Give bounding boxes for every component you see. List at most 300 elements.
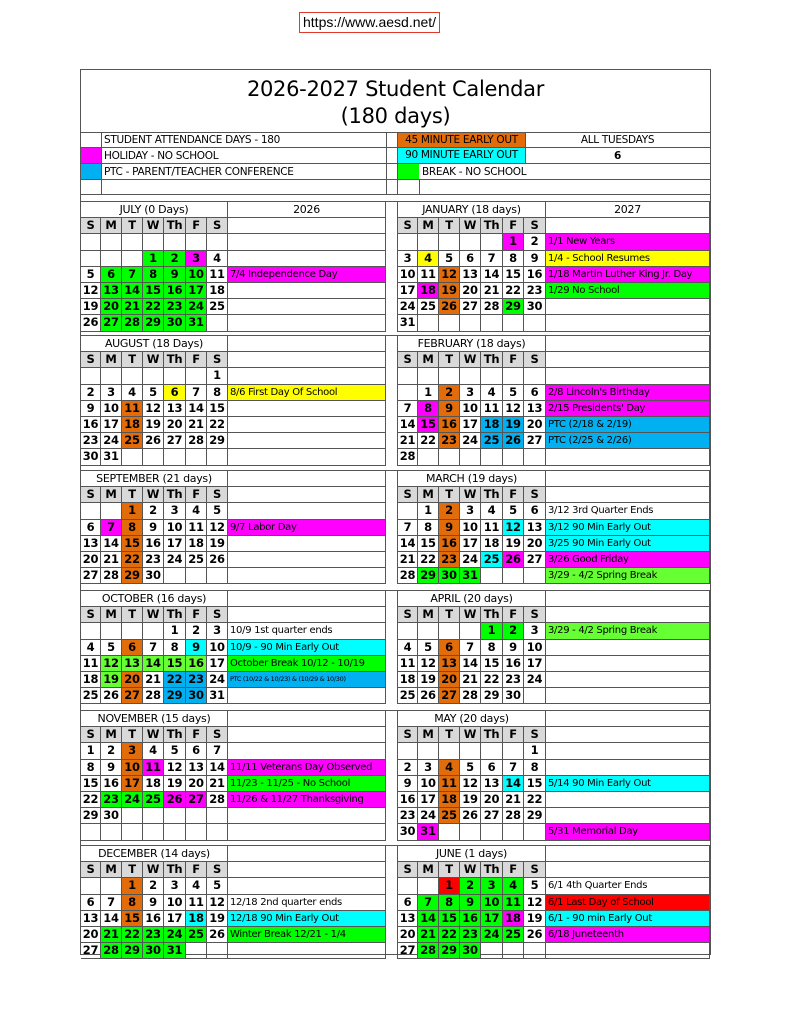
day-cell[interactable]: 19 <box>164 776 186 792</box>
day-cell[interactable]: 21 <box>503 792 524 808</box>
day-cell[interactable]: 8 <box>143 267 164 283</box>
day-cell[interactable]: 24 <box>524 672 546 688</box>
day-cell[interactable]: 29 <box>439 943 460 959</box>
day-cell[interactable]: 19 <box>503 417 524 433</box>
day-cell[interactable]: 25 <box>397 688 418 704</box>
day-cell[interactable]: 13 <box>481 776 503 792</box>
day-cell[interactable]: 16 <box>101 776 122 792</box>
day-cell[interactable]: 30 <box>81 449 101 465</box>
day-cell[interactable]: 23 <box>397 808 418 824</box>
day-cell[interactable]: 31 <box>101 449 122 465</box>
day-cell[interactable]: 11 <box>186 520 207 536</box>
day-cell[interactable]: 21 <box>207 776 228 792</box>
day-cell[interactable]: 20 <box>481 792 503 808</box>
day-cell[interactable]: 10 <box>418 776 439 792</box>
day-cell[interactable]: 25 <box>186 927 207 943</box>
day-cell[interactable]: 18 <box>186 536 207 552</box>
day-cell[interactable]: 17 <box>101 417 122 433</box>
day-cell[interactable]: 14 <box>143 656 164 672</box>
day-cell[interactable]: 14 <box>101 911 122 927</box>
day-cell[interactable]: 13 <box>81 911 101 927</box>
day-cell[interactable]: 14 <box>122 283 143 299</box>
day-cell[interactable]: 10 <box>122 760 143 776</box>
day-cell[interactable]: 30 <box>503 688 524 704</box>
day-cell[interactable]: 9 <box>164 267 186 283</box>
day-cell[interactable]: 17 <box>418 792 439 808</box>
day-cell[interactable]: 2 <box>439 385 460 401</box>
day-cell[interactable]: 13 <box>524 520 546 536</box>
day-cell[interactable]: 4 <box>397 640 418 656</box>
day-cell[interactable]: 18 <box>481 417 503 433</box>
day-cell[interactable]: 24 <box>164 552 186 568</box>
day-cell[interactable]: 1 <box>524 743 546 759</box>
day-cell[interactable]: 16 <box>143 911 164 927</box>
day-cell[interactable]: 7 <box>143 640 164 656</box>
day-cell[interactable]: 18 <box>81 672 101 688</box>
day-cell[interactable]: 21 <box>101 927 122 943</box>
day-cell[interactable]: 27 <box>524 433 546 449</box>
day-cell[interactable]: 6 <box>81 895 101 911</box>
day-cell[interactable]: 9 <box>101 760 122 776</box>
day-cell[interactable]: 4 <box>186 878 207 894</box>
day-cell[interactable]: 12 <box>207 895 228 911</box>
day-cell[interactable]: 13 <box>524 401 546 417</box>
day-cell[interactable]: 8 <box>81 760 101 776</box>
day-cell[interactable]: 4 <box>207 251 228 267</box>
day-cell[interactable]: 15 <box>143 283 164 299</box>
day-cell[interactable]: 2 <box>81 385 101 401</box>
day-cell[interactable]: 1 <box>418 503 439 519</box>
day-cell[interactable]: 4 <box>503 878 524 894</box>
day-cell[interactable]: 17 <box>460 536 481 552</box>
day-cell[interactable]: 4 <box>418 251 439 267</box>
day-cell[interactable]: 17 <box>164 911 186 927</box>
day-cell[interactable]: 28 <box>397 449 418 465</box>
day-cell[interactable]: 18 <box>207 283 228 299</box>
day-cell[interactable]: 25 <box>207 299 228 315</box>
day-cell[interactable]: 23 <box>143 552 164 568</box>
day-cell[interactable]: 19 <box>81 299 101 315</box>
day-cell[interactable]: 3 <box>460 385 481 401</box>
day-cell[interactable]: 19 <box>524 911 546 927</box>
day-cell[interactable]: 31 <box>164 943 186 959</box>
day-cell[interactable]: 16 <box>524 267 546 283</box>
day-cell[interactable]: 1 <box>143 251 164 267</box>
day-cell[interactable]: 12 <box>207 520 228 536</box>
day-cell[interactable]: 25 <box>481 552 503 568</box>
day-cell[interactable]: 19 <box>207 911 228 927</box>
day-cell[interactable]: 27 <box>81 568 101 584</box>
day-cell[interactable]: 3 <box>164 878 186 894</box>
day-cell[interactable]: 19 <box>439 283 460 299</box>
day-cell[interactable]: 2 <box>524 234 546 250</box>
day-cell[interactable]: 26 <box>81 315 101 331</box>
day-cell[interactable]: 28 <box>460 688 481 704</box>
day-cell[interactable]: 9 <box>143 520 164 536</box>
day-cell[interactable]: 26 <box>418 688 439 704</box>
day-cell[interactable]: 19 <box>503 536 524 552</box>
day-cell[interactable]: 24 <box>481 927 503 943</box>
day-cell[interactable]: 23 <box>439 433 460 449</box>
day-cell[interactable]: 13 <box>186 760 207 776</box>
day-cell[interactable]: 15 <box>418 417 439 433</box>
day-cell[interactable]: 28 <box>397 568 418 584</box>
day-cell[interactable]: 15 <box>81 776 101 792</box>
day-cell[interactable]: 1 <box>503 234 524 250</box>
day-cell[interactable]: 4 <box>122 385 143 401</box>
day-cell[interactable]: 21 <box>397 552 418 568</box>
day-cell[interactable]: 29 <box>122 943 143 959</box>
day-cell[interactable]: 2 <box>143 503 164 519</box>
day-cell[interactable]: 20 <box>122 672 143 688</box>
day-cell[interactable]: 9 <box>460 895 481 911</box>
day-cell[interactable]: 15 <box>122 911 143 927</box>
day-cell[interactable]: 11 <box>481 401 503 417</box>
day-cell[interactable]: 26 <box>460 808 481 824</box>
day-cell[interactable]: 13 <box>101 283 122 299</box>
day-cell[interactable]: 16 <box>439 417 460 433</box>
day-cell[interactable]: 6 <box>481 760 503 776</box>
day-cell[interactable]: 5 <box>460 760 481 776</box>
day-cell[interactable]: 27 <box>481 808 503 824</box>
day-cell[interactable]: 8 <box>481 640 503 656</box>
day-cell[interactable]: 12 <box>81 283 101 299</box>
day-cell[interactable]: 28 <box>503 808 524 824</box>
day-cell[interactable]: 6 <box>524 385 546 401</box>
day-cell[interactable]: 28 <box>143 688 164 704</box>
day-cell[interactable]: 11 <box>122 401 143 417</box>
day-cell[interactable]: 8 <box>418 401 439 417</box>
day-cell[interactable]: 11 <box>143 760 164 776</box>
day-cell[interactable]: 29 <box>481 688 503 704</box>
day-cell[interactable]: 12 <box>143 401 164 417</box>
day-cell[interactable]: 17 <box>186 283 207 299</box>
day-cell[interactable]: 1 <box>122 878 143 894</box>
day-cell[interactable]: 7 <box>101 895 122 911</box>
day-cell[interactable]: 11 <box>439 776 460 792</box>
day-cell[interactable]: 5 <box>439 251 460 267</box>
day-cell[interactable]: 9 <box>143 895 164 911</box>
day-cell[interactable]: 11 <box>503 895 524 911</box>
day-cell[interactable]: 8 <box>207 385 228 401</box>
day-cell[interactable]: 3 <box>460 503 481 519</box>
day-cell[interactable]: 26 <box>164 792 186 808</box>
day-cell[interactable]: 14 <box>397 417 418 433</box>
day-cell[interactable]: 18 <box>481 536 503 552</box>
day-cell[interactable]: 28 <box>207 792 228 808</box>
day-cell[interactable]: 15 <box>418 536 439 552</box>
day-cell[interactable]: 16 <box>460 911 481 927</box>
day-cell[interactable]: 12 <box>460 776 481 792</box>
day-cell[interactable]: 13 <box>439 656 460 672</box>
day-cell[interactable]: 27 <box>81 943 101 959</box>
day-cell[interactable]: 30 <box>397 824 418 840</box>
day-cell[interactable]: 15 <box>503 267 524 283</box>
day-cell[interactable]: 18 <box>397 672 418 688</box>
day-cell[interactable]: 14 <box>101 536 122 552</box>
day-cell[interactable]: 18 <box>439 792 460 808</box>
day-cell[interactable]: 19 <box>143 417 164 433</box>
day-cell[interactable]: 3 <box>524 623 546 639</box>
day-cell[interactable]: 8 <box>122 895 143 911</box>
day-cell[interactable]: 6 <box>122 640 143 656</box>
day-cell[interactable]: 7 <box>418 895 439 911</box>
day-cell[interactable]: 30 <box>186 688 207 704</box>
day-cell[interactable]: 18 <box>122 417 143 433</box>
day-cell[interactable]: 16 <box>186 656 207 672</box>
day-cell[interactable]: 20 <box>460 283 481 299</box>
day-cell[interactable]: 5 <box>503 503 524 519</box>
day-cell[interactable]: 7 <box>481 251 503 267</box>
day-cell[interactable]: 11 <box>397 656 418 672</box>
day-cell[interactable]: 30 <box>460 943 481 959</box>
day-cell[interactable]: 4 <box>481 385 503 401</box>
day-cell[interactable]: 21 <box>418 927 439 943</box>
day-cell[interactable]: 15 <box>524 776 546 792</box>
day-cell[interactable]: 27 <box>460 299 481 315</box>
day-cell[interactable]: 22 <box>503 283 524 299</box>
day-cell[interactable]: 29 <box>122 568 143 584</box>
day-cell[interactable]: 2 <box>460 878 481 894</box>
day-cell[interactable]: 27 <box>397 943 418 959</box>
day-cell[interactable]: 17 <box>481 911 503 927</box>
day-cell[interactable]: 6 <box>101 267 122 283</box>
day-cell[interactable]: 5 <box>143 385 164 401</box>
day-cell[interactable]: 12 <box>164 760 186 776</box>
day-cell[interactable]: 25 <box>143 792 164 808</box>
day-cell[interactable]: 21 <box>460 672 481 688</box>
day-cell[interactable]: 5 <box>81 267 101 283</box>
day-cell[interactable]: 31 <box>460 568 481 584</box>
day-cell[interactable]: 11 <box>481 520 503 536</box>
day-cell[interactable]: 24 <box>122 792 143 808</box>
day-cell[interactable]: 12 <box>418 656 439 672</box>
day-cell[interactable]: 23 <box>101 792 122 808</box>
day-cell[interactable]: 19 <box>418 672 439 688</box>
day-cell[interactable]: 30 <box>439 568 460 584</box>
day-cell[interactable]: 10 <box>101 401 122 417</box>
day-cell[interactable]: 2 <box>439 503 460 519</box>
day-cell[interactable]: 9 <box>81 401 101 417</box>
day-cell[interactable]: 12 <box>503 520 524 536</box>
day-cell[interactable]: 6 <box>186 743 207 759</box>
day-cell[interactable]: 22 <box>122 552 143 568</box>
day-cell[interactable]: 4 <box>439 760 460 776</box>
day-cell[interactable]: 4 <box>143 743 164 759</box>
day-cell[interactable]: 13 <box>81 536 101 552</box>
day-cell[interactable]: 5 <box>503 385 524 401</box>
day-cell[interactable]: 3 <box>101 385 122 401</box>
day-cell[interactable]: 30 <box>143 568 164 584</box>
day-cell[interactable]: 10 <box>207 640 228 656</box>
day-cell[interactable]: 7 <box>207 743 228 759</box>
day-cell[interactable]: 5 <box>207 878 228 894</box>
day-cell[interactable]: 16 <box>81 417 101 433</box>
day-cell[interactable]: 11 <box>418 267 439 283</box>
day-cell[interactable]: 29 <box>524 808 546 824</box>
day-cell[interactable]: 26 <box>524 927 546 943</box>
day-cell[interactable]: 21 <box>101 552 122 568</box>
day-cell[interactable]: 17 <box>397 283 418 299</box>
day-cell[interactable]: 9 <box>397 776 418 792</box>
day-cell[interactable]: 7 <box>101 520 122 536</box>
day-cell[interactable]: 20 <box>397 927 418 943</box>
day-cell[interactable]: 7 <box>122 267 143 283</box>
day-cell[interactable]: 10 <box>460 401 481 417</box>
day-cell[interactable]: 8 <box>164 640 186 656</box>
day-cell[interactable]: 10 <box>164 895 186 911</box>
day-cell[interactable]: 28 <box>101 568 122 584</box>
day-cell[interactable]: 21 <box>122 299 143 315</box>
day-cell[interactable]: 6 <box>81 520 101 536</box>
day-cell[interactable]: 22 <box>122 927 143 943</box>
day-cell[interactable]: 19 <box>101 672 122 688</box>
day-cell[interactable]: 26 <box>503 552 524 568</box>
day-cell[interactable]: 9 <box>524 251 546 267</box>
day-cell[interactable]: 25 <box>81 688 101 704</box>
day-cell[interactable]: 31 <box>418 824 439 840</box>
day-cell[interactable]: 15 <box>122 536 143 552</box>
day-cell[interactable]: 26 <box>207 552 228 568</box>
day-cell[interactable]: 2 <box>101 743 122 759</box>
day-cell[interactable]: 3 <box>481 878 503 894</box>
day-cell[interactable]: 3 <box>164 503 186 519</box>
day-cell[interactable]: 24 <box>397 299 418 315</box>
day-cell[interactable]: 6 <box>460 251 481 267</box>
day-cell[interactable]: 7 <box>503 760 524 776</box>
day-cell[interactable]: 4 <box>186 503 207 519</box>
day-cell[interactable]: 18 <box>503 911 524 927</box>
day-cell[interactable]: 29 <box>207 433 228 449</box>
day-cell[interactable]: 24 <box>418 808 439 824</box>
day-cell[interactable]: 6 <box>524 503 546 519</box>
day-cell[interactable]: 26 <box>207 927 228 943</box>
day-cell[interactable]: 25 <box>186 552 207 568</box>
day-cell[interactable]: 25 <box>439 808 460 824</box>
day-cell[interactable]: 21 <box>186 417 207 433</box>
day-cell[interactable]: 8 <box>122 520 143 536</box>
day-cell[interactable]: 31 <box>207 688 228 704</box>
day-cell[interactable]: 8 <box>439 895 460 911</box>
day-cell[interactable]: 17 <box>207 656 228 672</box>
day-cell[interactable]: 26 <box>439 299 460 315</box>
day-cell[interactable]: 30 <box>524 299 546 315</box>
day-cell[interactable]: 14 <box>481 267 503 283</box>
day-cell[interactable]: 7 <box>397 520 418 536</box>
day-cell[interactable]: 16 <box>143 536 164 552</box>
day-cell[interactable]: 30 <box>143 943 164 959</box>
day-cell[interactable]: 4 <box>481 503 503 519</box>
day-cell[interactable]: 29 <box>143 315 164 331</box>
day-cell[interactable]: 2 <box>143 878 164 894</box>
day-cell[interactable]: 15 <box>481 656 503 672</box>
day-cell[interactable]: 26 <box>143 433 164 449</box>
day-cell[interactable]: 7 <box>460 640 481 656</box>
day-cell[interactable]: 14 <box>186 401 207 417</box>
day-cell[interactable]: 5 <box>101 640 122 656</box>
day-cell[interactable]: 23 <box>164 299 186 315</box>
day-cell[interactable]: 20 <box>164 417 186 433</box>
day-cell[interactable]: 9 <box>186 640 207 656</box>
day-cell[interactable]: 2 <box>397 760 418 776</box>
day-cell[interactable]: 15 <box>164 656 186 672</box>
day-cell[interactable]: 6 <box>439 640 460 656</box>
day-cell[interactable]: 28 <box>122 315 143 331</box>
day-cell[interactable]: 16 <box>503 656 524 672</box>
day-cell[interactable]: 28 <box>101 943 122 959</box>
day-cell[interactable]: 12 <box>101 656 122 672</box>
day-cell[interactable]: 9 <box>439 520 460 536</box>
day-cell[interactable]: 1 <box>207 368 228 384</box>
day-cell[interactable]: 5 <box>164 743 186 759</box>
day-cell[interactable]: 23 <box>143 927 164 943</box>
day-cell[interactable]: 13 <box>164 401 186 417</box>
day-cell[interactable]: 28 <box>418 943 439 959</box>
day-cell[interactable]: 14 <box>207 760 228 776</box>
day-cell[interactable]: 22 <box>418 433 439 449</box>
day-cell[interactable]: 28 <box>481 299 503 315</box>
day-cell[interactable]: 8 <box>524 760 546 776</box>
day-cell[interactable]: 3 <box>418 760 439 776</box>
day-cell[interactable]: 10 <box>397 267 418 283</box>
day-cell[interactable]: 22 <box>524 792 546 808</box>
day-cell[interactable]: 22 <box>143 299 164 315</box>
day-cell[interactable]: 27 <box>524 552 546 568</box>
day-cell[interactable]: 24 <box>186 299 207 315</box>
day-cell[interactable]: 31 <box>397 315 418 331</box>
day-cell[interactable]: 12 <box>524 895 546 911</box>
day-cell[interactable]: 13 <box>460 267 481 283</box>
day-cell[interactable]: 18 <box>186 911 207 927</box>
day-cell[interactable]: 12 <box>503 401 524 417</box>
day-cell[interactable]: 21 <box>481 283 503 299</box>
day-cell[interactable]: 27 <box>122 688 143 704</box>
day-cell[interactable]: 30 <box>101 808 122 824</box>
day-cell[interactable]: 25 <box>418 299 439 315</box>
day-cell[interactable]: 3 <box>186 251 207 267</box>
day-cell[interactable]: 18 <box>143 776 164 792</box>
day-cell[interactable]: 14 <box>503 776 524 792</box>
day-cell[interactable]: 17 <box>164 536 186 552</box>
day-cell[interactable]: 8 <box>418 520 439 536</box>
day-cell[interactable]: 6 <box>164 385 186 401</box>
day-cell[interactable]: 3 <box>207 623 228 639</box>
day-cell[interactable]: 29 <box>503 299 524 315</box>
day-cell[interactable]: 14 <box>460 656 481 672</box>
day-cell[interactable]: 23 <box>503 672 524 688</box>
day-cell[interactable]: 21 <box>397 433 418 449</box>
day-cell[interactable]: 27 <box>186 792 207 808</box>
day-cell[interactable]: 20 <box>81 927 101 943</box>
day-cell[interactable]: 30 <box>164 315 186 331</box>
day-cell[interactable]: 29 <box>164 688 186 704</box>
day-cell[interactable]: 10 <box>524 640 546 656</box>
day-cell[interactable]: 17 <box>122 776 143 792</box>
day-cell[interactable]: 10 <box>164 520 186 536</box>
day-cell[interactable]: 20 <box>101 299 122 315</box>
day-cell[interactable]: 9 <box>503 640 524 656</box>
day-cell[interactable]: 7 <box>186 385 207 401</box>
day-cell[interactable]: 11 <box>207 267 228 283</box>
day-cell[interactable]: 31 <box>186 315 207 331</box>
day-cell[interactable]: 12 <box>439 267 460 283</box>
day-cell[interactable]: 11 <box>81 656 101 672</box>
day-cell[interactable]: 5 <box>207 503 228 519</box>
day-cell[interactable]: 24 <box>460 433 481 449</box>
day-cell[interactable]: 23 <box>81 433 101 449</box>
day-cell[interactable]: 19 <box>460 792 481 808</box>
day-cell[interactable]: 13 <box>122 656 143 672</box>
